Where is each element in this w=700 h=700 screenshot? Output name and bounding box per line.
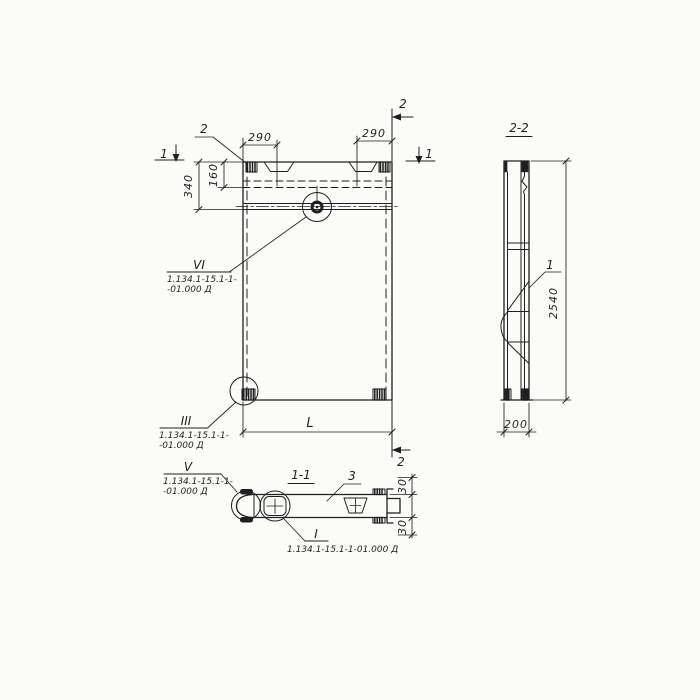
marker-1-right-arrow [416, 156, 423, 164]
detail-vi-series: 1.134.1-15.1-1- [167, 275, 237, 285]
front-view [155, 97, 435, 469]
callout-1-leader [529, 272, 561, 288]
dim-290-right-lines [357, 136, 392, 186]
detail-i-leader [284, 519, 305, 541]
callout-2-leader [195, 137, 246, 163]
dim-length-label: L [306, 416, 314, 431]
callout-2-label: 2 [200, 122, 208, 136]
dim-290-right-label: 290 [362, 127, 386, 140]
callout-1 [529, 258, 561, 288]
side-mid-joint [508, 243, 529, 250]
dim-length-lines [243, 402, 392, 437]
dim-200 [497, 403, 536, 437]
marker-2-top-arrow [392, 114, 401, 121]
dim-30-group [390, 474, 417, 538]
detail-iii-numeral: III [180, 414, 192, 428]
marker-1-left-label: 1 [160, 147, 168, 161]
detail-vi-issue: -01.000 Д [167, 285, 212, 295]
detail-vi-leader [230, 217, 306, 272]
section-1-1-title: 1-1 [291, 468, 311, 482]
detail-vi-callout [167, 186, 332, 295]
detail-v-numeral: V [183, 460, 193, 474]
dim-30-top-label: 30 [396, 478, 409, 494]
detail-iii-series: 1.134.1-15.1-1- [159, 431, 229, 441]
bottom-hatch-block-strokes [244, 389, 385, 400]
detail-v-series: 1.134.1-15.1-1- [163, 477, 233, 487]
callout-3 [327, 469, 361, 501]
detail-v-issue: -01.000 Д [163, 487, 208, 497]
marker-2-bottom-label: 2 [397, 455, 405, 469]
section-marker-1-right [406, 147, 435, 164]
loop-center-dot [316, 206, 319, 209]
side-break-zigzag [522, 176, 527, 195]
dim-200-label: 200 [504, 418, 528, 431]
marker-2-top-label: 2 [399, 97, 407, 111]
detail-i-callout [284, 519, 398, 555]
dim-2540-label: 2540 [547, 287, 560, 319]
section-2-2-view [497, 121, 571, 437]
keyway-centerlines [350, 498, 361, 513]
hidden-lines-vertical [247, 163, 386, 399]
side-inner-verticals [508, 161, 525, 400]
top-recess-left [264, 162, 294, 172]
bar-left-end-cap [237, 495, 253, 518]
side-top-hatch [505, 162, 527, 172]
marker-1-left-arrow [173, 154, 180, 162]
detail-vi-numeral: VI [193, 258, 205, 272]
side-bottom-hatch [506, 389, 528, 400]
callout-1-label: 1 [546, 258, 554, 272]
section-marker-1-left [155, 145, 184, 162]
dim-290-right [354, 127, 395, 186]
marker-2-bottom-arrow [392, 447, 401, 454]
insert-cross [267, 499, 283, 514]
hidden-lines-horizontal [243, 181, 392, 188]
detail-i-numeral: I [314, 527, 318, 541]
detail-iii-issue: -01.000 Д [159, 441, 204, 451]
detail-iii-leader [208, 402, 236, 428]
top-recess-right [349, 162, 377, 172]
dim-30-bottom-label: 30 [396, 519, 409, 535]
detail-v-callout [163, 460, 237, 497]
dim-290-left-label: 290 [248, 131, 272, 144]
panel-outline [243, 162, 392, 400]
callout-2-top-left [195, 122, 246, 163]
side-wedge [508, 282, 529, 363]
section-marker-2-bottom [392, 400, 410, 469]
marker-1-right-label: 1 [425, 147, 433, 161]
bottom-hatch-block-outlines [242, 389, 386, 400]
dim-length [240, 402, 395, 437]
dim-160 [207, 159, 247, 191]
detail-i-ref: 1.134.1-15.1-1-01.000 Д [287, 545, 399, 555]
section-1-1-view [163, 460, 417, 555]
dim-340-label: 340 [182, 174, 195, 198]
callout-3-label: 3 [348, 469, 356, 483]
top-hatch-block-strokes [248, 162, 389, 172]
dim-290-left [240, 131, 280, 186]
dim-160-label: 160 [207, 163, 220, 187]
side-outline [501, 161, 533, 400]
section-marker-2-top [392, 97, 413, 161]
section-2-2-title: 2-2 [509, 121, 529, 135]
